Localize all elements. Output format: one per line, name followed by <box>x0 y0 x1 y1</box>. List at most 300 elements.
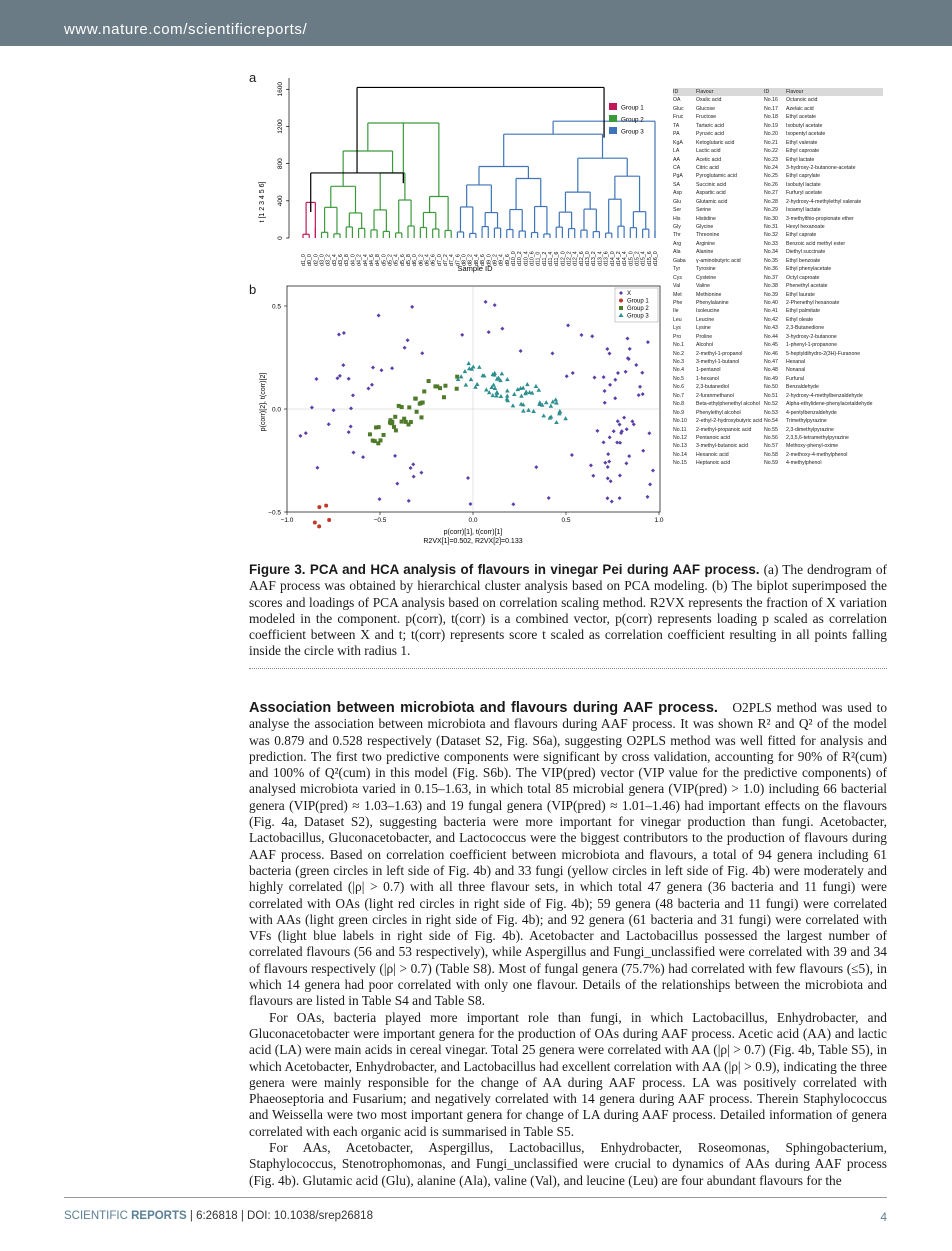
score-point-group1 <box>324 504 328 508</box>
score-point-group2 <box>400 405 404 409</box>
table-cell: Met <box>673 291 682 298</box>
table-cell: Ser <box>673 207 682 214</box>
sample-id-label: d10_6 <box>529 251 536 266</box>
loading-point-x <box>641 449 645 453</box>
table-cell: No.35 <box>764 257 778 264</box>
loading-point-x <box>566 323 570 327</box>
score-point-group2 <box>443 384 447 388</box>
score-point-group1 <box>327 518 331 522</box>
sample-id-label: d15_6 <box>646 251 653 266</box>
table-row <box>673 434 883 442</box>
table-cell: No.48 <box>764 367 778 374</box>
table-cell: No.2 <box>673 350 684 357</box>
loading-point-x <box>349 425 353 429</box>
table-cell: No.46 <box>764 350 778 357</box>
dendrogram-figure <box>255 70 665 280</box>
table-cell: Isobutyl acetate <box>786 122 823 129</box>
sample-id-label: d15_0 <box>628 251 635 266</box>
score-point-group2 <box>407 405 411 409</box>
score-point-group3 <box>459 374 464 378</box>
table-cell: Ethyl caprate <box>786 232 817 239</box>
sample-id-label: d12_6 <box>578 251 585 266</box>
table-cell: Citric acid <box>696 164 719 171</box>
score-point-group2 <box>402 417 406 421</box>
table-row <box>673 333 883 341</box>
table-cell: No.55 <box>764 426 778 433</box>
table-row <box>673 400 883 408</box>
loading-point-x <box>647 431 651 435</box>
table-cell: Glycine <box>696 224 714 230</box>
table-cell: No.4 <box>673 367 684 374</box>
table-cell: Thr <box>673 232 681 239</box>
sample-id-label: d11_2 <box>541 251 548 266</box>
dendrogram-xlabel: Sample ID <box>457 264 493 273</box>
legend-label-group1: Group 1 <box>621 104 644 112</box>
loading-point-x <box>628 347 632 351</box>
score-point-group3 <box>519 394 524 398</box>
table-cell: No.32 <box>764 232 778 239</box>
legend-label-group3-b: Group 3 <box>627 313 649 320</box>
table-cell: Pyruvic acid <box>696 131 724 138</box>
score-point-group3 <box>536 388 541 392</box>
table-cell: 4-methylphenol <box>786 460 822 467</box>
table-cell: Methoxy-phenyl-oxime <box>786 443 839 450</box>
table-row <box>673 113 883 121</box>
loading-point-x <box>615 440 619 444</box>
table-cell: No.43 <box>764 325 778 332</box>
table-row <box>673 215 883 223</box>
table-cell: γ-aminobutyric acid <box>696 257 741 264</box>
table-cell: Ethyl valerate <box>786 139 818 146</box>
score-point-group3 <box>512 392 517 396</box>
footer-brand-light: SCIENTIFIC <box>64 1210 128 1222</box>
table-row <box>673 409 883 417</box>
loading-point-x <box>407 499 411 503</box>
table-cell: Threonine <box>696 232 720 239</box>
table-cell: Ethyl phenylacetate <box>786 266 832 273</box>
score-point-group2 <box>377 425 381 429</box>
section-divider <box>249 668 887 669</box>
loading-point-x <box>351 393 355 397</box>
sample-id-label: d7_6 <box>455 254 462 266</box>
table-cell: Heptanoic acid <box>696 460 731 467</box>
table-cell: Lactic acid <box>696 148 721 155</box>
table-cell: Ethyl laurate <box>786 291 815 298</box>
table-cell: SA <box>673 181 680 188</box>
legend-label-group1-b: Group 1 <box>627 298 649 305</box>
table-cell: 2,3-butanediol <box>696 384 729 391</box>
sample-id-label: d11_6 <box>554 251 561 266</box>
biplot-xtick-label: −1.0 <box>280 517 294 524</box>
footer-rule <box>64 1197 887 1198</box>
loading-point-x <box>593 375 597 379</box>
table-cell: Beta-ethylphenethyl alcohol <box>696 401 760 408</box>
table-cell: Arginine <box>696 240 716 247</box>
loading-point-x <box>624 370 628 374</box>
table-cell: LA <box>673 148 680 155</box>
table-row <box>673 105 883 113</box>
score-point-group3 <box>544 400 549 404</box>
table-row <box>673 426 883 434</box>
table-cell: Diethyl succinate <box>786 249 826 256</box>
loading-point-x <box>595 429 599 433</box>
sample-id-label: d5_4 <box>393 254 400 266</box>
table-cell: No.8 <box>673 401 684 408</box>
score-point-group2 <box>415 410 419 414</box>
table-cell: Benzoic acid methyl ester <box>786 240 846 247</box>
biplot-ytick-label: 0.0 <box>271 406 281 414</box>
table-cell: No.34 <box>764 249 778 256</box>
table-row <box>673 459 883 467</box>
biplot-xlabel: p(corr)[1], t(corr)[1] <box>443 529 503 536</box>
table-row <box>673 122 883 130</box>
section-heading: Association between microbiota and flavours during AAF process. <box>249 700 718 716</box>
table-cell: No.19 <box>764 122 778 129</box>
table-cell: Lysine <box>696 325 711 332</box>
table-cell: No.33 <box>764 240 778 247</box>
sample-id-label: d12_2 <box>566 251 573 266</box>
score-point-group3 <box>553 397 558 401</box>
loading-point-x <box>608 383 612 387</box>
biplot-footnote: R2VX[1]=0.502, R2VX[2]=0.133 <box>423 538 523 545</box>
loading-point-x <box>648 482 652 486</box>
loading-point-x <box>624 461 628 465</box>
legend-label-group2: Group 2 <box>621 116 644 124</box>
table-cell: Azelaic acid <box>786 105 814 112</box>
sample-id-label: d1_0 <box>301 254 307 266</box>
sample-id-label: d13_2 <box>591 251 598 266</box>
table-row <box>673 375 883 383</box>
loading-point-x <box>613 396 617 400</box>
flavour-abbreviation-table <box>673 88 883 468</box>
loading-point-x <box>606 476 610 480</box>
table-cell: No.10 <box>673 418 687 425</box>
footer-doi[interactable]: | 6:26818 | DOI: 10.1038/srep26818 <box>186 1210 373 1222</box>
table-cell: Pro <box>673 333 682 340</box>
table-cell: Pyroglutamic acid <box>696 173 737 180</box>
caption-title: Figure 3. PCA and HCA analysis of flavours in vinegar Pei during AAF process. <box>249 562 760 577</box>
table-cell: No.37 <box>764 274 778 281</box>
table-cell: Ethyl oleate <box>786 316 814 323</box>
loading-point-x <box>493 303 497 307</box>
table-cell: No.24 <box>764 164 778 171</box>
loading-point-x <box>466 476 470 480</box>
table-cell: Isoamyl lactate <box>786 207 821 214</box>
loading-point-x <box>606 452 610 456</box>
table-cell: Arg <box>673 240 682 247</box>
loading-point-x <box>622 416 626 420</box>
table-cell: Histidine <box>696 215 716 222</box>
sample-id-label: d10_0 <box>510 251 517 266</box>
table-cell: 2-methoxy-4-methylphenol <box>786 451 848 458</box>
table-cell: 2-furanmethanol <box>696 392 734 399</box>
sample-id-label: d10_4 <box>523 251 530 266</box>
table-cell: Asp <box>673 190 682 197</box>
table-cell: 2-ethyl-2-hydroxybutyric acid <box>696 418 763 425</box>
sample-id-label: d4_2 <box>356 254 363 266</box>
caption-text: (a) The dendrogram of AAF process was obtained by hierarchical cluster analysis based on PCA modeling. (b) The biplot superimposed the scores and loadings of PCA analysis based on correlation scaling method. R2VX represents the fraction of X variation modeled in the component. p(corr), t(corr) is a combined vector, p(corr) represents loading p scaled as correlation coefficient between X and t; t(corr) represents score t scaled as correlation coefficient resulting in all points falling inside the circle with radius 1. <box>249 562 887 659</box>
score-point-group3 <box>563 416 568 420</box>
table-header-row <box>673 88 883 96</box>
loading-point-x <box>370 383 374 387</box>
table-cell: Trimethylpyrazine <box>786 418 827 425</box>
loading-point-x <box>377 497 381 501</box>
score-point-group3 <box>526 408 531 412</box>
table-cell: Benzaldehyde <box>786 384 819 391</box>
sample-id-label: d14_2 <box>615 251 622 266</box>
loading-point-x <box>638 385 642 389</box>
loading-point-x <box>341 363 345 367</box>
legend-marker-group2 <box>619 306 623 310</box>
sample-id-label: d3_0 <box>319 254 326 266</box>
table-row <box>673 316 883 324</box>
score-point-group3 <box>469 377 474 381</box>
loading-point-x <box>420 351 424 355</box>
score-point-group3 <box>534 384 539 388</box>
sample-id-label: d5_6 <box>399 254 406 266</box>
table-cell: Phenylalanine <box>696 299 729 306</box>
score-point-group3 <box>500 371 505 375</box>
sample-id-label: d9_4 <box>498 254 505 266</box>
table-cell: No.31 <box>764 224 778 230</box>
biplot-ytick-label: 0.5 <box>271 303 281 311</box>
table-cell: No.44 <box>764 333 778 340</box>
loading-point-x <box>409 466 413 470</box>
biplot-xtick-label: −0.5 <box>373 517 387 524</box>
table-cell: Pentanoic acid <box>696 434 731 441</box>
table-cell: No.59 <box>764 460 778 467</box>
table-cell: Gly <box>673 224 681 230</box>
dendrogram-ytick-label: 1200 <box>277 119 284 134</box>
dendrogram-ylabel: t [1 2 3 4 5 6] <box>259 181 266 223</box>
table-row <box>673 147 883 155</box>
score-point-group3 <box>466 361 471 365</box>
table-cell: Ethyl benzoate <box>786 257 821 264</box>
panel-a-label: a <box>249 70 257 85</box>
sample-id-label: d6_4 <box>424 254 431 266</box>
table-cell: KgA <box>673 139 683 146</box>
table-cell: No.7 <box>673 392 684 399</box>
table-cell: Hexanal <box>786 359 806 365</box>
table-cell: Octanoic acid <box>786 97 818 104</box>
loading-point-x <box>570 453 574 457</box>
sample-id-label: d3_2 <box>325 254 332 266</box>
score-point-group3 <box>477 365 482 369</box>
dendrogram-legend <box>609 103 644 136</box>
journal-url[interactable]: www.nature.com/scientificreports/ <box>64 21 308 38</box>
table-cell: Hexanoic acid <box>696 451 729 458</box>
loading-point-x <box>616 419 620 423</box>
score-point-group2 <box>392 425 396 429</box>
loading-point-x <box>347 430 351 434</box>
table-cell: No.5 <box>673 375 684 382</box>
table-cell: Acetic acid <box>696 156 722 163</box>
score-point-group2 <box>433 384 437 388</box>
table-cell: No.54 <box>764 418 778 425</box>
biplot-xtick-label: 0.5 <box>561 517 571 524</box>
sample-id-label: d6_0 <box>412 254 419 266</box>
sample-id-label: d3_6 <box>338 254 345 266</box>
table-cell: Octyl caproate <box>786 274 820 281</box>
loading-point-x <box>519 349 523 353</box>
table-cell: Ethyl acetate <box>786 114 816 121</box>
loading-point-x <box>403 346 407 350</box>
loading-point-x <box>603 389 607 393</box>
table-cell: No.15 <box>673 460 687 467</box>
table-row <box>673 282 883 290</box>
table-cell: 3-methyl-1-butanol <box>696 359 740 365</box>
table-cell: No.47 <box>764 359 778 365</box>
table-cell: Leu <box>673 316 682 323</box>
table-cell: Isopentyl acetate <box>786 131 826 138</box>
score-point-group2 <box>455 387 459 391</box>
table-cell: Isoleucine <box>696 308 720 315</box>
score-point-group2 <box>407 422 411 426</box>
table-cell: Tyr <box>673 266 681 273</box>
table-row <box>673 442 883 450</box>
table-cell: Alanine <box>696 249 714 256</box>
page-number: 4 <box>880 1210 887 1224</box>
sample-id-label: d15_4 <box>640 251 647 266</box>
table-cell: No.40 <box>764 299 778 306</box>
sample-id-label: d4_6 <box>368 254 375 266</box>
table-row <box>673 189 883 197</box>
loading-point-x <box>332 408 336 412</box>
sample-id-label: d8_0 <box>461 254 468 266</box>
table-cell: TA <box>673 122 680 129</box>
sample-id-label: d15_2 <box>634 251 641 266</box>
loading-point-x <box>419 471 423 475</box>
sample-id-label: d9_6 <box>504 254 511 266</box>
table-cell: Ala <box>673 249 681 256</box>
figure-caption <box>249 562 887 660</box>
table-cell: Cysteine <box>696 274 717 281</box>
loading-point-x <box>500 327 504 331</box>
table-cell: No.20 <box>764 131 778 138</box>
table-cell: No.28 <box>764 198 778 205</box>
table-cell: 2-hydroxy-4-methylethyl valerate <box>786 198 862 205</box>
sample-id-label: d13_0 <box>585 251 592 266</box>
legend-swatch-group1 <box>609 103 617 110</box>
table-row <box>673 350 883 358</box>
loading-point-x <box>646 340 650 344</box>
loading-point-x <box>607 459 611 463</box>
score-point-group3 <box>549 404 554 408</box>
table-row <box>673 96 883 104</box>
dendrogram-ytick-label: 800 <box>277 158 284 170</box>
sample-id-label: d11_4 <box>548 251 555 266</box>
loading-point-x <box>484 300 488 304</box>
loading-point-x <box>651 469 655 473</box>
table-cell: No.56 <box>764 434 778 441</box>
table-cell: No.30 <box>764 215 778 222</box>
dendrogram-ytick-label: 1600 <box>277 82 284 97</box>
loading-point-x <box>468 502 472 506</box>
table-cell: Tyrosine <box>696 266 716 273</box>
sample-id-label: d3_4 <box>331 254 338 266</box>
table-cell: No.11 <box>673 426 687 433</box>
loading-point-x <box>347 377 351 381</box>
loading-point-x <box>608 435 612 439</box>
table-cell: Oxalic acid <box>696 97 722 104</box>
table-cell: No.16 <box>764 97 778 104</box>
score-point-group2 <box>442 395 446 399</box>
table-cell: Furfuryl acetate <box>786 190 823 197</box>
table-cell: No.25 <box>764 173 778 180</box>
loading-point-x <box>379 368 383 372</box>
table-row <box>673 451 883 459</box>
loading-point-x <box>618 496 622 500</box>
loading-point-x <box>534 465 538 469</box>
table-cell: Alpha-ethylidene-phenylacetaldehyde <box>786 401 873 408</box>
table-row <box>673 172 883 180</box>
table-cell: Phe <box>673 299 683 306</box>
table-cell: Methionine <box>696 291 722 298</box>
table-cell: No.42 <box>764 316 778 323</box>
table-cell: OA <box>673 97 681 104</box>
table-cell: 3-methyl-butanoic acid <box>696 443 749 450</box>
table-cell: Aspartic acid <box>696 190 726 197</box>
loading-point-x <box>411 462 415 466</box>
table-cell: 2,3,5,6-tetramethylpyrazine <box>786 434 849 441</box>
table-cell: No.38 <box>764 283 778 290</box>
score-point-group3 <box>499 394 504 398</box>
table-cell: Glucose <box>696 105 716 112</box>
loading-point-x <box>605 347 609 351</box>
footer-brand-bold: REPORTS <box>131 1210 187 1222</box>
table-cell: No.53 <box>764 409 778 416</box>
score-point-group2 <box>382 433 386 437</box>
table-cell: No.17 <box>764 105 778 112</box>
loading-point-x <box>298 434 302 438</box>
table-cell: No.12 <box>673 434 687 441</box>
table-cell: Furfural <box>786 375 804 382</box>
table-cell: Glutamic acid <box>696 198 728 205</box>
table-cell: Fruc <box>673 114 684 121</box>
table-cell: 2-hydroxy-4-methylbenzaldehyde <box>786 392 863 399</box>
sample-id-label: d8_6 <box>480 254 487 266</box>
score-point-group3 <box>525 382 530 386</box>
sample-id-label: d13_4 <box>597 251 604 266</box>
table-cell: 3-hydroxy-2-butanone <box>786 333 837 340</box>
loading-point-x <box>393 454 397 458</box>
table-row <box>673 130 883 138</box>
table-cell: Leucine <box>696 316 715 323</box>
score-point-group1 <box>313 520 317 524</box>
loading-point-x <box>602 375 606 379</box>
loading-point-x <box>390 366 394 370</box>
table-row <box>673 341 883 349</box>
loading-point-x <box>410 305 414 309</box>
table-cell: 2-Phenethyl hexanoate <box>786 299 840 306</box>
table-cell: Phenylethyl alcohol <box>696 409 741 416</box>
table-cell: No.45 <box>764 342 778 349</box>
loading-point-x <box>304 431 308 435</box>
score-point-group3 <box>524 389 529 393</box>
legend-swatch-group2 <box>609 115 617 122</box>
loading-point-x <box>634 363 638 367</box>
loading-point-x <box>590 334 594 338</box>
loading-point-x <box>406 338 410 342</box>
score-point-group3 <box>505 388 510 392</box>
score-point-group2 <box>368 432 372 436</box>
col-header-flavour-2: Flavour <box>786 89 804 95</box>
journal-header-bar <box>0 0 952 46</box>
table-cell: 1-hexanol <box>696 375 719 382</box>
table-cell: No.26 <box>764 181 778 188</box>
col-header-flavour: Flavour <box>696 89 714 95</box>
table-cell: No.13 <box>673 443 687 450</box>
